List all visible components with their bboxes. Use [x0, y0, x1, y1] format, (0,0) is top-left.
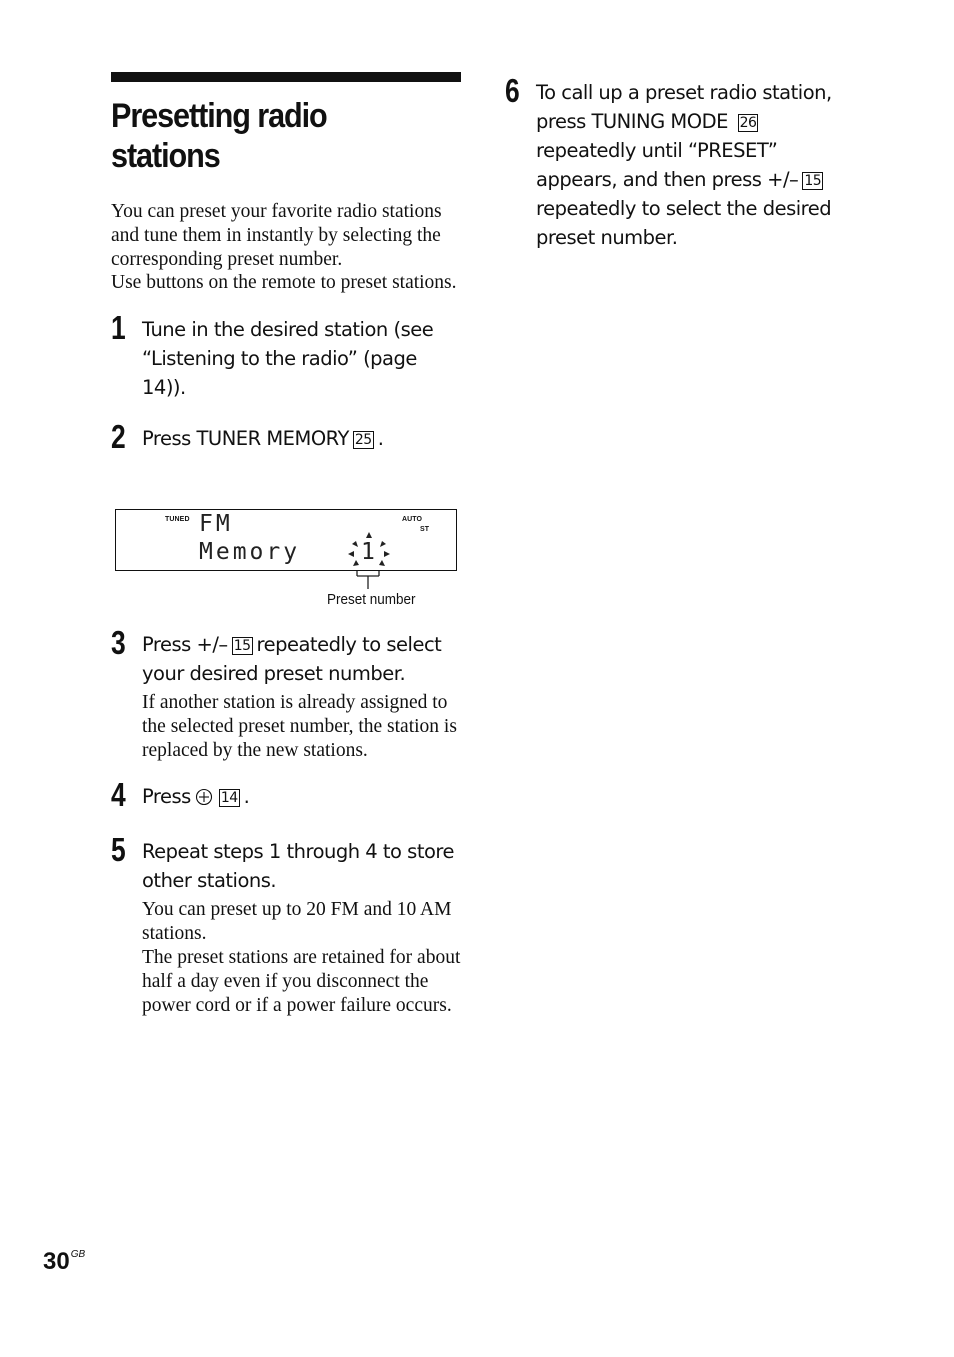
display-preset-digit: 1 [361, 539, 378, 565]
region-code: GB [70, 1249, 86, 1260]
step-note: If another station is already assigned to the selected preset number, the station is replaced by the new stations. [142, 692, 457, 761]
step-2 [111, 418, 461, 456]
step-text [142, 782, 461, 814]
step-note-2: The preset stations are retained for about half a day even if you disconnect the power cord or if a power failure occurs. [142, 946, 461, 1016]
key-reference: 26 [739, 115, 757, 131]
step-text-before: Press +/– [142, 633, 228, 656]
intro-para-1: You can preset your favorite radio stations and tune them in instantly by selecting the corresponding preset number. [111, 201, 442, 270]
left-column [111, 72, 461, 456]
step-number: 4 [111, 776, 126, 814]
page-title [111, 96, 462, 176]
heading-rule [111, 72, 461, 82]
step-1 [111, 309, 461, 402]
lcd-display [115, 509, 457, 571]
step-text [142, 630, 461, 688]
intro-para-2: Use buttons on the remote to preset stations. [111, 272, 457, 294]
auto-indicator: AUTO [402, 516, 423, 523]
step-text-before: Press [142, 785, 191, 809]
key-reference: 15 [804, 173, 822, 189]
intro-text [111, 200, 461, 295]
step-text-before: Press TUNER MEMORY [142, 427, 349, 451]
display-caption: Preset number [327, 591, 416, 608]
step-text-after: repeatedly to select your desired preset number. [142, 633, 442, 685]
step-text-part-2: repeatedly until “PRESET” appears, and then press +/– [536, 139, 799, 191]
key-reference: 15 [233, 638, 251, 654]
step-text-after: . [377, 427, 384, 451]
display-memory: Memory [199, 539, 301, 565]
step-text-part-3: repeatedly to select the desired preset number. [536, 197, 832, 249]
step-number: 5 [111, 831, 126, 869]
step-number: 2 [111, 418, 126, 456]
step-text: Tune in the desired station (see “Listening to the radio” (page 14)). [142, 318, 434, 400]
preset-pointer-icon [355, 568, 383, 590]
step-number: 3 [111, 624, 126, 661]
step-text [142, 424, 461, 453]
step-6 [505, 72, 855, 252]
step-3 [111, 624, 461, 762]
page-number-value: 30 [43, 1248, 70, 1275]
left-column-lower [111, 624, 461, 1017]
step-note-1: You can preset up to 20 FM and 10 AM stations. [142, 899, 452, 945]
step-text: Repeat steps 1 through 4 to store other stations. [142, 840, 455, 893]
step-number: 6 [505, 72, 520, 109]
step-text-part-1: To call up a preset radio station, press TUNING MODE [536, 81, 832, 133]
display-band: FM [199, 511, 233, 537]
step-text-after: . [243, 785, 250, 809]
blink-indicator-icon [344, 530, 394, 572]
st-indicator: ST [420, 526, 430, 533]
step-4 [111, 776, 461, 814]
page-number [43, 1248, 85, 1276]
step-text [536, 78, 855, 252]
title-line-1: Presetting radio [111, 97, 327, 135]
key-reference: 14 [220, 790, 238, 807]
right-column [505, 72, 855, 252]
enter-icon [195, 785, 213, 814]
tuned-indicator: TUNED [165, 516, 190, 523]
title-line-2: stations [111, 137, 220, 175]
key-reference: 25 [354, 432, 372, 449]
step-5 [111, 831, 461, 1017]
step-number: 1 [111, 309, 126, 347]
